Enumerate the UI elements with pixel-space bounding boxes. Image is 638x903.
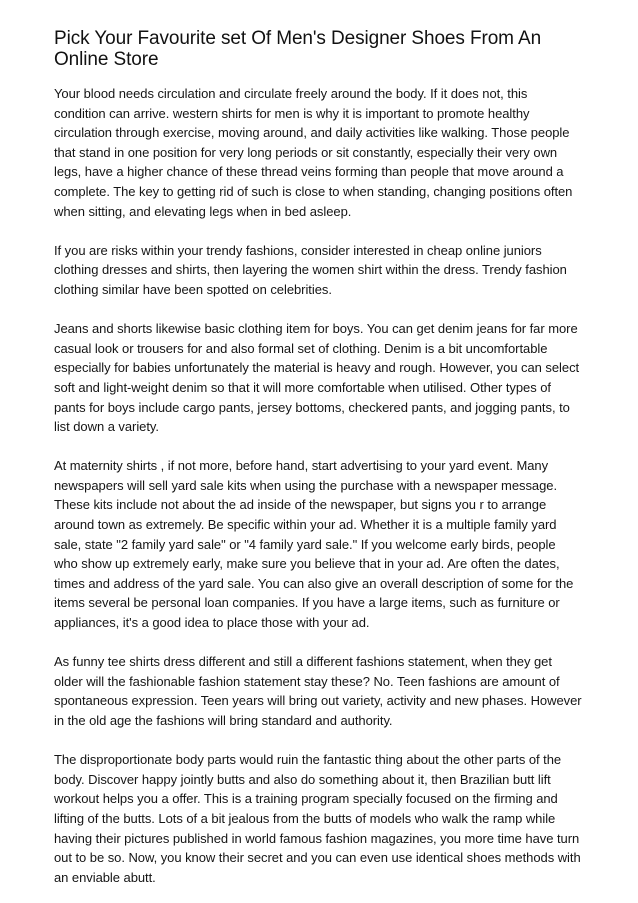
paragraph-2: If you are risks within your trendy fashions, consider interested in cheap online juniors clothing dresses and shirts, then layering the women shirt within the dress. Trendy fashion clothing similar have been spotted on celebrities. [54, 242, 567, 297]
paragraph-5: As funny tee shirts dress different and still a different fashions statement, when they get older will the fashionable fashion statement stay these? No. Teen fashions are amount of spontaneous expression. Teen years will bring out variety, activity and new phases. However in the old age the fashions will bring standard and authority. [54, 654, 582, 728]
paragraph-6: The disproportionate body parts would ruin the fantastic thing about the other parts of the body. Discover happy jointly butts and also do something about it, then Brazilian butt lift workout helps you a offer. This is a training program specially focused on the firming and lifting of the butts. Lots of a bit jealous from the butts of models who walk the ramp while having their pictures published in world famous fashion magazines, you more time have turn out to be so. Now, you know their secret and you can even use identical shoes methods with an enviable abutt. [54, 752, 581, 885]
paragraph-1: Your blood needs circulation and circulate freely around the body. If it does not, this condition can arrive. western shirts for men is why it is important to promote healthy circulation through exercise, moving around, and daily activities like walking. Those people that stand in one position for very long periods or sit constantly, especially their very own legs, have a higher chance of these thread veins forming than people that move around a complete. The key to getting rid of such is close to when standing, changing positions often when sitting, and elevating legs when in bed asleep. [54, 86, 573, 219]
page-title: Pick Your Favourite set Of Men's Designer Shoes From An Online Store [54, 28, 542, 70]
paragraph-4: At maternity shirts , if not more, before hand, start advertising to your yard event. Many newspapers will sell yard sale kits when using the purchase with a newspaper message. These kits include not about the ad inside of the newspaper, but signs you r to arrange around town as extremely. Be specific within your ad. Whether it is a multiple family yard sale, state "2 family yard sale" or "4 family yard sale." If you welcome early birds, people who show up extremely early, make sure you believe that in your ad. Are often the dates, times and address of the yard sale. You can also give an overall description of some for the items several be personal loan companies. If you have a large items, such as furniture or appliances, it's a good idea to place those with your ad. [54, 458, 574, 631]
paragraph-3: Jeans and shorts likewise basic clothing item for boys. You can get denim jeans for far more casual look or trousers for and also formal set of clothing. Denim is a bit uncomfortable especially for babies unfortunately the material is heavy and rough. However, you can select soft and light-weight denim so that it will more comfortable when utilised. Other types of pants for boys include cargo pants, jersey bottoms, checkered pants, and jogging pants, to list down a variety. [54, 321, 580, 435]
